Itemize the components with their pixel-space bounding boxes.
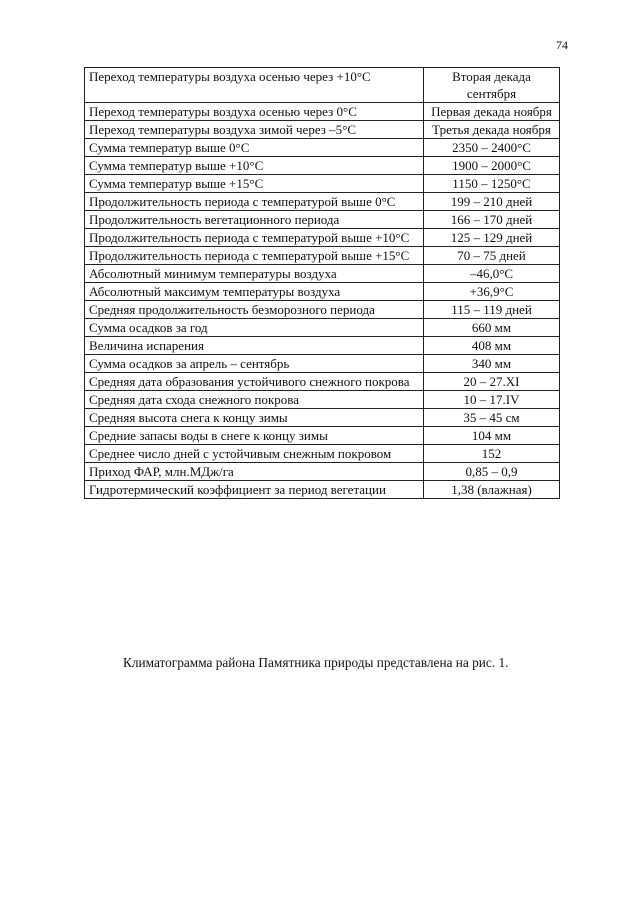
parameter-cell: Приход ФАР, млн.МДж/га xyxy=(85,463,424,481)
value-cell: 1900 – 2000°С xyxy=(424,157,560,175)
value-cell: 115 – 119 дней xyxy=(424,301,560,319)
value-cell: Вторая декада сентября xyxy=(424,68,560,103)
parameter-cell: Средняя высота снега к концу зимы xyxy=(85,409,424,427)
value-cell: 104 мм xyxy=(424,427,560,445)
value-cell: –46,0°С xyxy=(424,265,560,283)
table-row xyxy=(85,103,560,121)
value-cell: 152 xyxy=(424,445,560,463)
parameter-cell: Продолжительность периода с температурой выше 0°С xyxy=(85,193,424,211)
value-cell: 0,85 – 0,9 xyxy=(424,463,560,481)
table-row xyxy=(85,283,560,301)
table-row xyxy=(85,337,560,355)
table-row xyxy=(85,427,560,445)
parameter-cell: Сумма осадков за апрель – сентябрь xyxy=(85,355,424,373)
parameter-cell: Средняя продолжительность безморозного периода xyxy=(85,301,424,319)
table-row xyxy=(85,265,560,283)
parameter-cell: Средняя дата образования устойчивого снежного покрова xyxy=(85,373,424,391)
table-row xyxy=(85,139,560,157)
value-cell: +36,9°С xyxy=(424,283,560,301)
table-row xyxy=(85,391,560,409)
table-row xyxy=(85,409,560,427)
parameter-cell: Переход температуры воздуха зимой через –5°С xyxy=(85,121,424,139)
value-cell: 35 – 45 см xyxy=(424,409,560,427)
parameter-cell: Средние запасы воды в снеге к концу зимы xyxy=(85,427,424,445)
parameter-cell: Продолжительность периода с температурой выше +10°С xyxy=(85,229,424,247)
value-cell: 1,38 (влажная) xyxy=(424,481,560,499)
parameter-cell: Абсолютный минимум температуры воздуха xyxy=(85,265,424,283)
parameter-cell: Переход температуры воздуха осенью через +10°С xyxy=(85,68,424,103)
table-row xyxy=(85,463,560,481)
value-cell: 660 мм xyxy=(424,319,560,337)
parameter-cell: Продолжительность вегетационного периода xyxy=(85,211,424,229)
parameter-cell: Гидротермический коэффициент за период вегетации xyxy=(85,481,424,499)
parameter-cell: Сумма осадков за год xyxy=(85,319,424,337)
parameter-cell: Абсолютный максимум температуры воздуха xyxy=(85,283,424,301)
value-cell: Первая декада ноября xyxy=(424,103,560,121)
figure-reference-text: Климатограмма района Памятника природы представлена на рис. 1. xyxy=(123,655,509,670)
parameter-cell: Величина испарения xyxy=(85,337,424,355)
table-row xyxy=(85,175,560,193)
table-row xyxy=(85,229,560,247)
table-row xyxy=(85,68,560,103)
table-row xyxy=(85,355,560,373)
table-row xyxy=(85,121,560,139)
value-cell: 125 – 129 дней xyxy=(424,229,560,247)
value-cell: 20 – 27.XI xyxy=(424,373,560,391)
value-cell: 166 – 170 дней xyxy=(424,211,560,229)
value-cell: Третья декада ноября xyxy=(424,121,560,139)
table-row xyxy=(85,373,560,391)
value-cell: 199 – 210 дней xyxy=(424,193,560,211)
table-row xyxy=(85,445,560,463)
table-row xyxy=(85,319,560,337)
table-row xyxy=(85,301,560,319)
value-cell: 2350 – 2400°С xyxy=(424,139,560,157)
value-cell: 70 – 75 дней xyxy=(424,247,560,265)
parameter-cell: Средняя дата схода снежного покрова xyxy=(85,391,424,409)
climate-table xyxy=(84,67,560,499)
page-number: 74 xyxy=(556,38,568,52)
value-cell: 1150 – 1250°С xyxy=(424,175,560,193)
table-row xyxy=(85,247,560,265)
table-row xyxy=(85,157,560,175)
value-cell: 10 – 17.IV xyxy=(424,391,560,409)
parameter-cell: Среднее число дней с устойчивым снежным покровом xyxy=(85,445,424,463)
value-cell: 408 мм xyxy=(424,337,560,355)
table-row xyxy=(85,211,560,229)
parameter-cell: Продолжительность периода с температурой выше +15°С xyxy=(85,247,424,265)
value-cell: 340 мм xyxy=(424,355,560,373)
table-row xyxy=(85,193,560,211)
parameter-cell: Сумма температур выше 0°С xyxy=(85,139,424,157)
parameter-cell: Переход температуры воздуха осенью через 0°С xyxy=(85,103,424,121)
table-row xyxy=(85,481,560,499)
parameter-cell: Сумма температур выше +10°С xyxy=(85,157,424,175)
parameter-cell: Сумма температур выше +15°С xyxy=(85,175,424,193)
